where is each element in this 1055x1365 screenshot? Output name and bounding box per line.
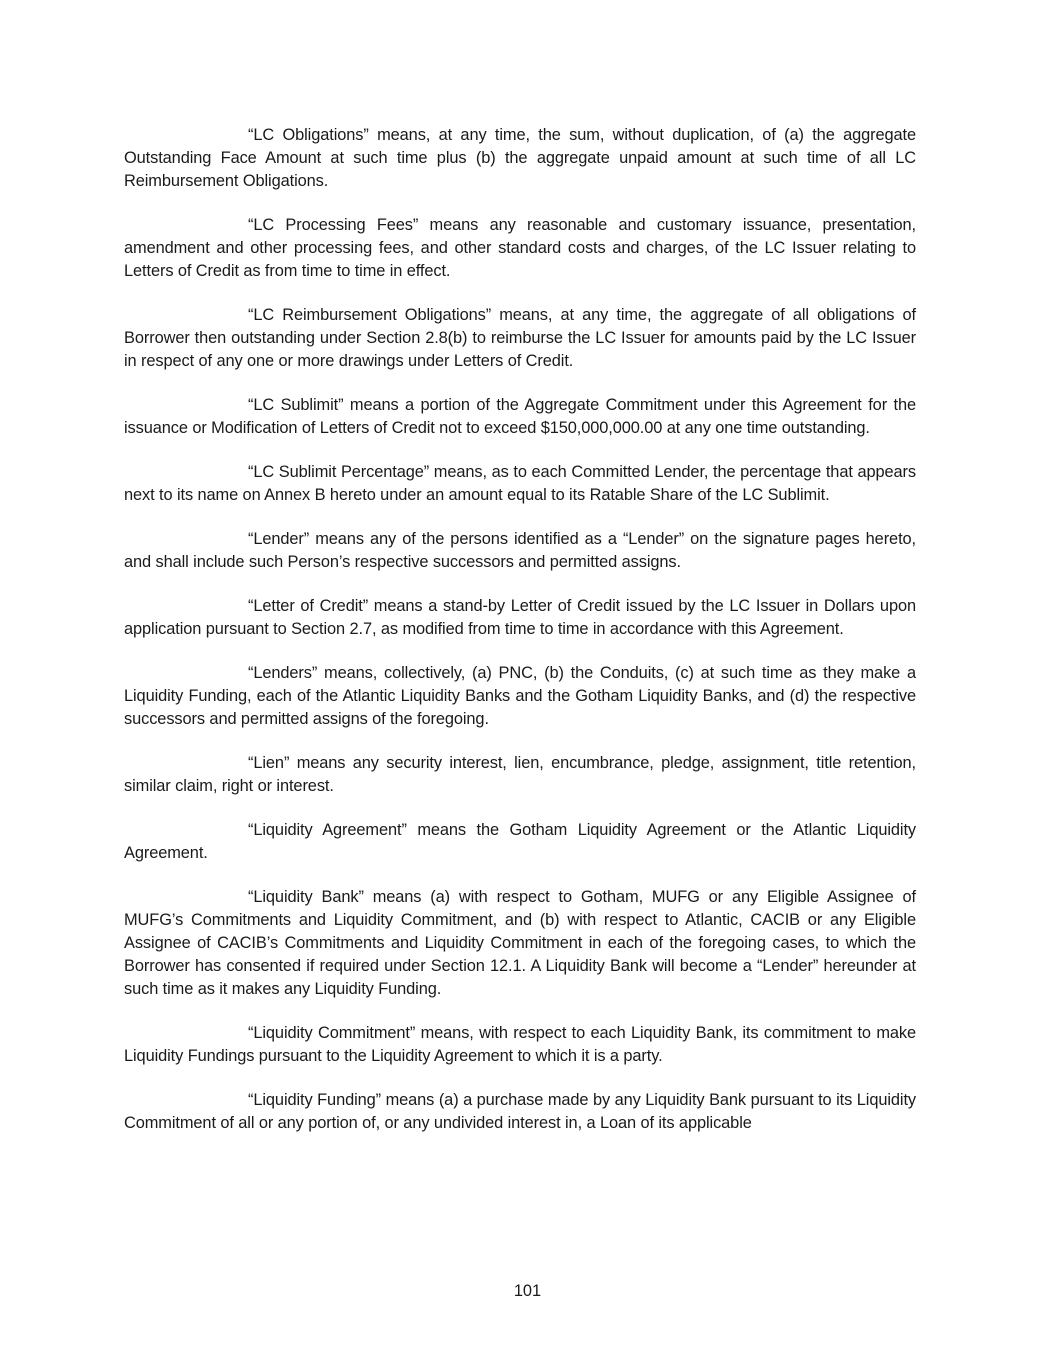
definition-lenders: “Lenders” means, collectively, (a) PNC, (b) the Conduits, (c) at such time as they make a Liquidity Funding, each of the Atlantic Liquidity Banks and the Gotham Liquidity Banks, and (d) the respective successors and permitted assigns of the foregoing. (124, 664, 916, 728)
definition-liquidity-agreement: “Liquidity Agreement” means the Gotham Liquidity Agreement or the Atlantic Liquidity Agreement. (124, 821, 916, 862)
definitions-section (124, 124, 916, 1156)
definition-liquidity-bank: “Liquidity Bank” means (a) with respect to Gotham, MUFG or any Eligible Assignee of MUFG’s Commitments and Liquidity Commitment, and (b) with respect to Atlantic, CACIB or any Eligible Assignee of CACIB’s Commitments and Liquidity Commitment in each of the foregoing cases, to which the Borrower has consented if required under Section 12.1. A Liquidity Bank will become a “Lender” hereunder at such time as it makes any Liquidity Funding. (124, 888, 916, 998)
definition-letter-of-credit: “Letter of Credit” means a stand-by Letter of Credit issued by the LC Issuer in Dollars upon application pursuant to Section 2.7, as modified from time to time in accordance with this Agreement. (124, 597, 916, 638)
definition-lc-obligations: “LC Obligations” means, at any time, the sum, without duplication, of (a) the aggregate Outstanding Face Amount at such time plus (b) the aggregate unpaid amount at such time of all LC Reimbursement Obligations. (124, 126, 916, 190)
definition-lien: “Lien” means any security interest, lien, encumbrance, pledge, assignment, title retention, similar claim, right or interest. (124, 754, 916, 795)
definition-lc-processing-fees: “LC Processing Fees” means any reasonable and customary issuance, presentation, amendment and other processing fees, and other standard costs and charges, of the LC Issuer relating to Letters of Credit as from time to time in effect. (124, 216, 916, 280)
definition-lc-sublimit: “LC Sublimit” means a portion of the Aggregate Commitment under this Agreement for the issuance or Modification of Letters of Credit not to exceed $150,000,000.00 at any one time outstanding. (124, 396, 916, 437)
definition-lender: “Lender” means any of the persons identified as a “Lender” on the signature pages hereto, and shall include such Person’s respective successors and permitted assigns. (124, 530, 916, 571)
definition-lc-sublimit-percentage: “LC Sublimit Percentage” means, as to each Committed Lender, the percentage that appears next to its name on Annex B hereto under an amount equal to its Ratable Share of the LC Sublimit. (124, 463, 916, 504)
definition-liquidity-commitment: “Liquidity Commitment” means, with respect to each Liquidity Bank, its commitment to make Liquidity Fundings pursuant to the Liquidity Agreement to which it is a party. (124, 1024, 916, 1065)
definition-liquidity-funding: “Liquidity Funding” means (a) a purchase made by any Liquidity Bank pursuant to its Liquidity Commitment of all or any portion of, or any undivided interest in, a Loan of its applicable (124, 1091, 916, 1132)
definition-lc-reimbursement-obligations: “LC Reimbursement Obligations” means, at any time, the aggregate of all obligations of Borrower then outstanding under Section 2.8(b) to reimburse the LC Issuer for amounts paid by the LC Issuer in respect of any one or more drawings under Letters of Credit. (124, 306, 916, 370)
page-number: 101 (513, 1282, 542, 1300)
